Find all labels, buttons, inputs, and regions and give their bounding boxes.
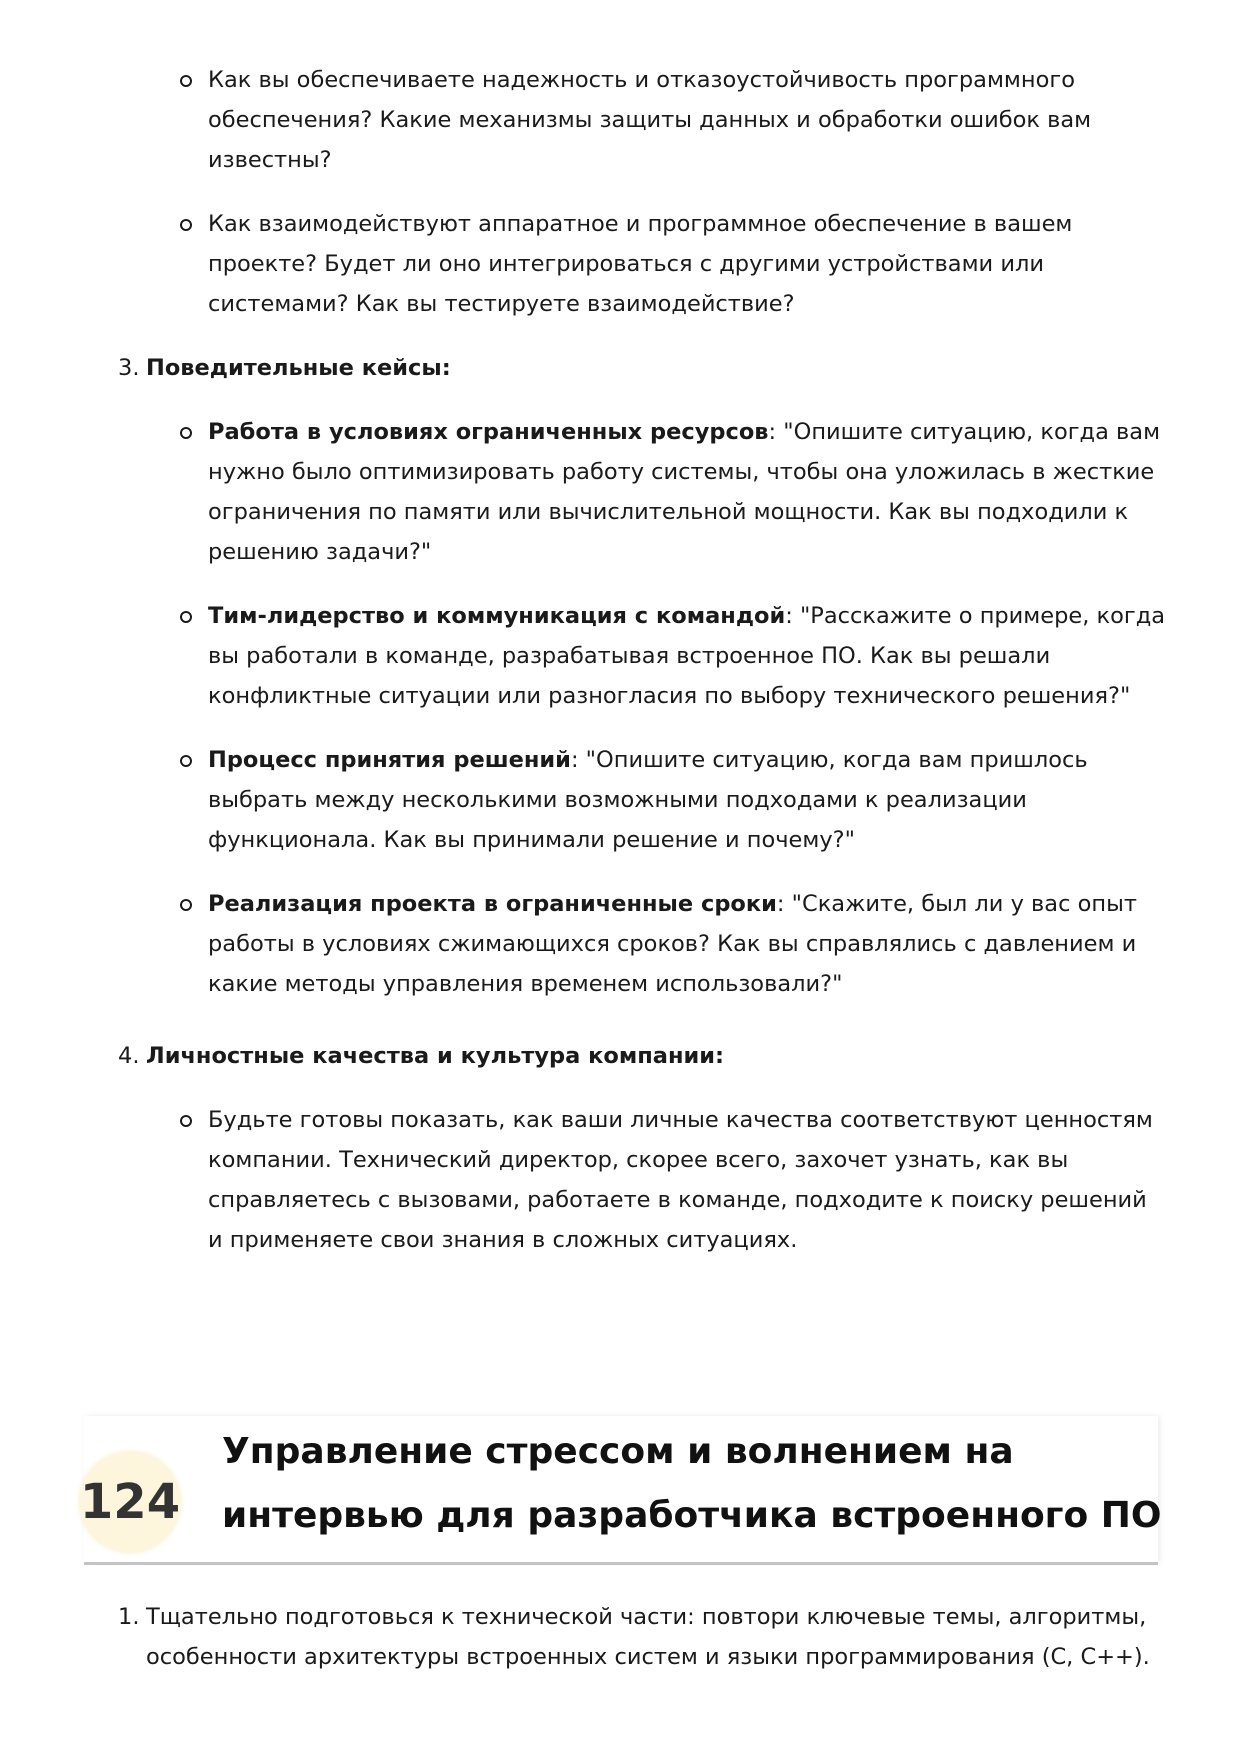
circle-bullet-icon <box>180 899 192 911</box>
section-number-badge: 124 <box>80 1452 180 1552</box>
list-item-text: Как вы обеспечиваете надежность и отказоустойчивость программного обеспечения? Какие механизмы защиты данных и обработки ошибок вам известны? <box>208 67 1092 173</box>
circle-bullet-icon <box>180 1115 192 1127</box>
item-number: 1. <box>118 1604 140 1630</box>
list-item <box>208 740 1168 860</box>
list-item-text: Будьте готовы показать, как ваши личные качества соответствуют ценностям компании. Технический директор, скорее всего, захочет узнать, как вы справляетесь с вызовами, работаете в команде, подходите к поиску решений и применяете свои знания в сложных ситуациях. <box>208 1107 1153 1253</box>
list-item <box>208 412 1168 572</box>
list-item <box>208 204 1168 324</box>
list-item-bold: Работа в условиях ограниченных ресурсов <box>208 419 769 445</box>
circle-bullet-icon <box>180 755 192 767</box>
item-number: 4. <box>118 1043 140 1069</box>
list-item-text: : "Расскажите о примере, когда вы работали в команде, разрабатывая встроенное ПО. Как вы решали конфликтные ситуации или разногласия по выбору технического решения?" <box>208 603 1166 709</box>
list-item-text: Как взаимодействуют аппаратное и программное обеспечение в вашем проекте? Будет ли оно интегрироваться с другими устройствами или системами? Как вы тестируете взаимодействие? <box>208 211 1073 317</box>
item-number: 3. <box>118 355 140 381</box>
section-divider <box>84 1562 1158 1565</box>
list-item-bold: Реализация проекта в ограниченные сроки <box>208 891 777 917</box>
section-title: Управление стрессом и волнением на интервью для разработчика встроенного ПО <box>222 1431 1162 1536</box>
list-item-text: : "Скажите, был ли у вас опыт работы в условиях сжимающихся сроков? Как вы справлялись с давлением и какие методы управления временем использовали?" <box>208 891 1137 997</box>
list-item-bold: Процесс принятия решений <box>208 747 571 773</box>
list-item-bold: Тим-лидерство и коммуникация с командой <box>208 603 786 629</box>
item-title: Поведительные кейсы: <box>146 355 451 381</box>
item-title: Личностные качества и культура компании: <box>146 1043 725 1069</box>
circle-bullet-icon <box>180 427 192 439</box>
item-text: Тщательно подготовься к технической части: повтори ключевые темы, алгоритмы, особенности архитектуры встроенных систем и языки программирования (C, C++). <box>146 1604 1150 1670</box>
circle-bullet-icon <box>180 219 192 231</box>
list-item-text: : "Опишите ситуацию, когда вам нужно было оптимизировать работу системы, чтобы она уложилась в жесткие ограничения по памяти или вычислительной мощности. Как вы подходили к решению задачи?" <box>208 419 1161 565</box>
list-item <box>208 60 1168 180</box>
list-item <box>208 884 1168 1004</box>
circle-bullet-icon <box>180 75 192 87</box>
list-item <box>208 596 1168 716</box>
circle-bullet-icon <box>180 611 192 623</box>
list-item-text: : "Опишите ситуацию, когда вам пришлось выбрать между несколькими возможными подходами к реализации функционала. Как вы принимали решение и почему?" <box>208 747 1088 853</box>
list-item <box>208 1100 1168 1260</box>
